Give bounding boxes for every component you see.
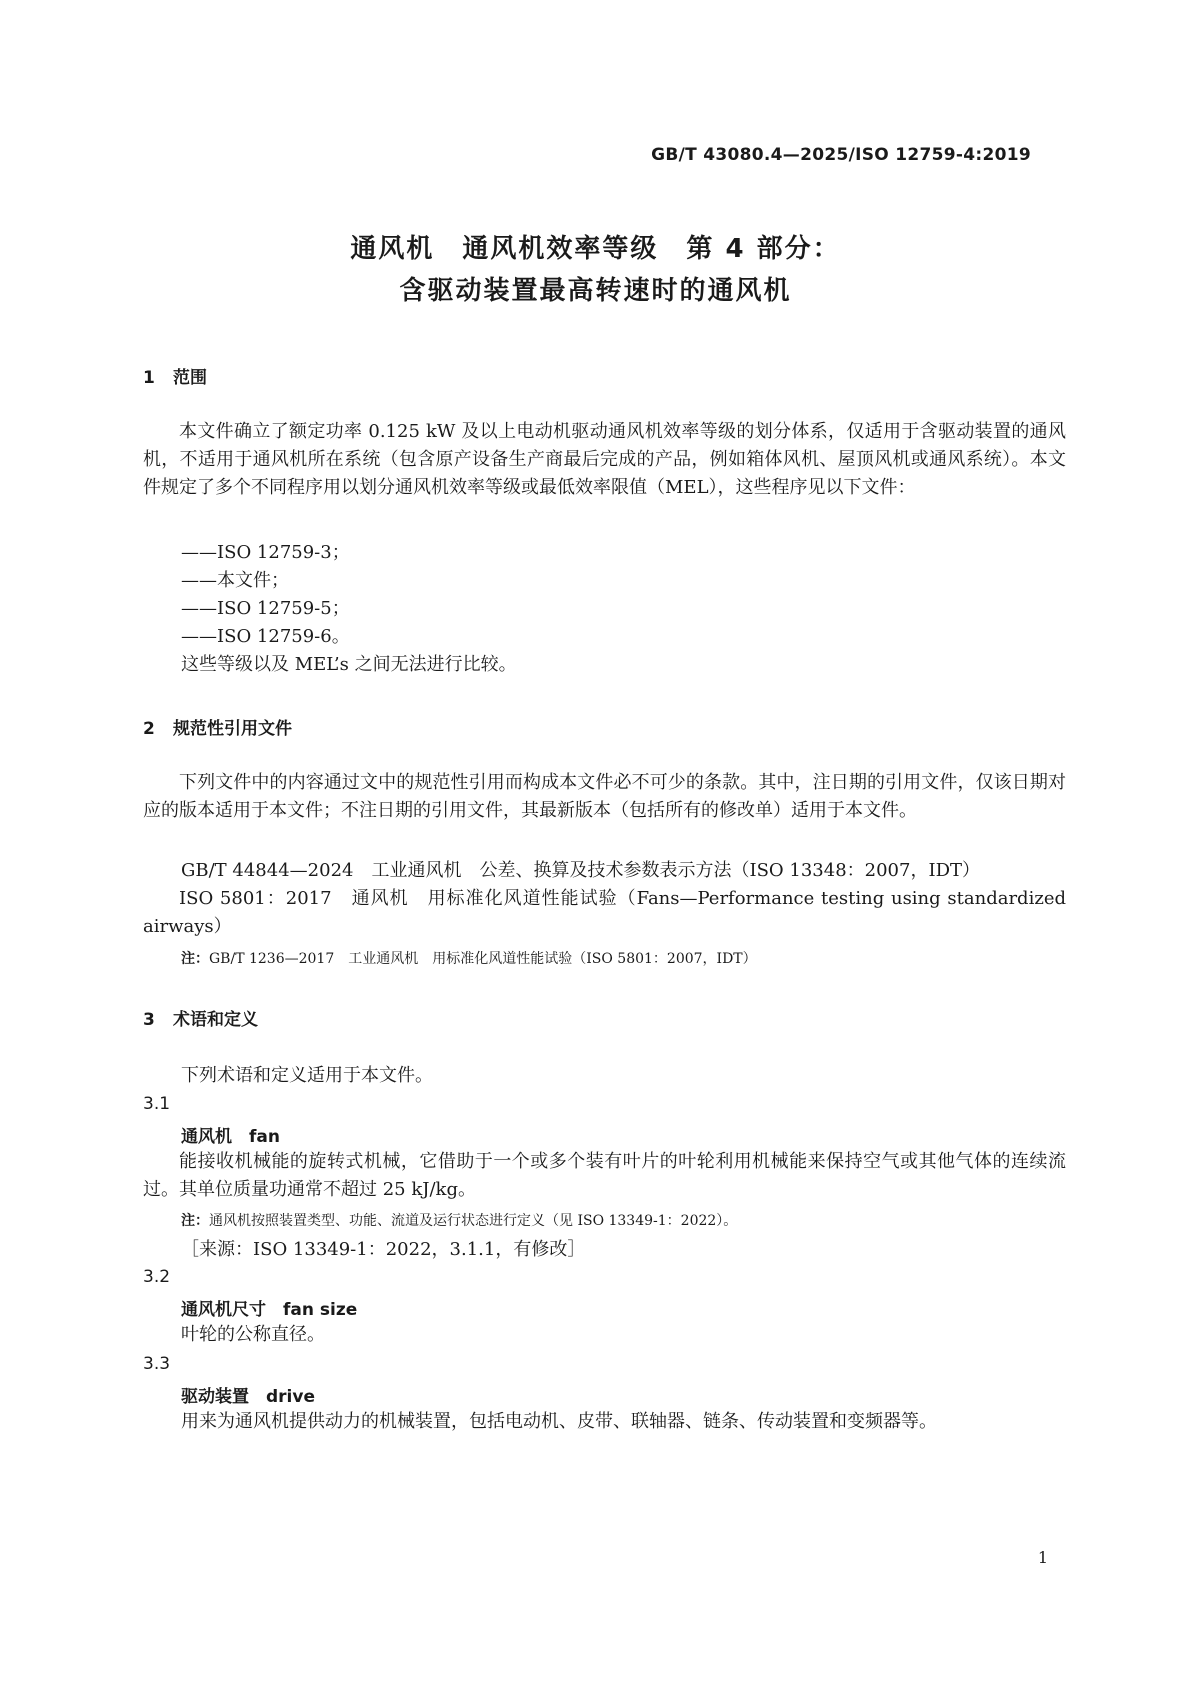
section-3-heading [143,1005,258,1030]
section-number: 2 [143,719,155,739]
term-source: ［来源：ISO 13349-1：2022，3.1.1，有修改］ [181,1239,586,1260]
note-label: 注： [181,1213,209,1229]
note-text: GB/T 1236—2017 工业通风机 用标准化风道性能试验（ISO 5801：2007，IDT） [209,951,757,967]
standard-code: GB/T 43080.4—2025/ISO 12759-4:2019 [651,145,1031,165]
section-title: 规范性引用文件 [173,719,292,739]
term-definition: 叶轮的公称直径。 [181,1324,325,1345]
scope-closing: 这些等级以及 MEL’s 之间无法进行比较。 [181,654,517,675]
term-heading: 通风机 fan [181,1127,280,1147]
section-2-heading [143,714,292,739]
clause-number: 3.1 [143,1094,171,1114]
normative-note [181,948,757,968]
scope-list-item: ——ISO 12759-3； [181,542,350,563]
term-definition: 能接收机械能的旋转式机械，它借助于一个或多个装有叶片的叶轮利用机械能来保持空气或其他气体的连续流过。其单位质量功通常不超过 25 kJ/kg。 [143,1151,1066,1200]
clause-number: 3.2 [143,1267,171,1287]
section-number: 1 [143,368,155,388]
normative-reference: GB/T 44844—2024 工业通风机 公差、换算及技术参数表示方法（ISO 13348：2007，IDT） [181,860,981,881]
normative-reference: ISO 5801：2017 通风机 用标准化风道性能试验（Fans—Performance testing using standardized airways） [143,888,1066,937]
clause-number: 3.3 [143,1354,171,1374]
term-note [181,1210,737,1230]
section-1-heading [143,363,207,388]
normative-paragraph: 下列文件中的内容通过文中的规范性引用而构成本文件必不可少的条款。其中，注日期的引用文件，仅该日期对应的版本适用于本文件；不注日期的引用文件，其最新版本（包括所有的修改单）适用于本文件。 [143,772,1066,821]
section-title: 范围 [173,368,207,388]
note-label: 注： [181,951,209,967]
term-heading: 驱动装置 drive [181,1387,315,1407]
section-title: 术语和定义 [173,1010,258,1030]
term-definition: 用来为通风机提供动力的机械装置，包括电动机、皮带、联轴器、链条、传动装置和变频器等。 [181,1411,937,1432]
document-title-line2: 含驱动装置最高转速时的通风机 [399,276,792,306]
scope-list-item: ——ISO 12759-6。 [181,626,350,647]
scope-paragraph: 本文件确立了额定功率 0.125 kW 及以上电动机驱动通风机效率等级的划分体系，仅适用于含驱动装置的通风机，不适用于通风机所在系统（包含原产设备生产商最后完成的产品，例如箱体风机、屋顶风机或通风系统）。本文件规定了多个不同程序用以划分通风机效率等级或最低效率限值（MEL），这些程序见以下文件： [143,421,1066,498]
document-title-line1: 通风机 通风机效率等级 第 4 部分： [350,234,841,264]
note-text: 通风机按照装置类型、功能、流道及运行状态进行定义（见 ISO 13349-1：2022）。 [209,1213,738,1229]
page-number: 1 [1037,1548,1048,1567]
section-number: 3 [143,1010,155,1030]
term-heading: 通风机尺寸 fan size [181,1300,358,1320]
terms-intro: 下列术语和定义适用于本文件。 [181,1065,433,1086]
scope-list-item: ——ISO 12759-5； [181,598,350,619]
scope-list-item: ——本文件； [181,570,289,591]
